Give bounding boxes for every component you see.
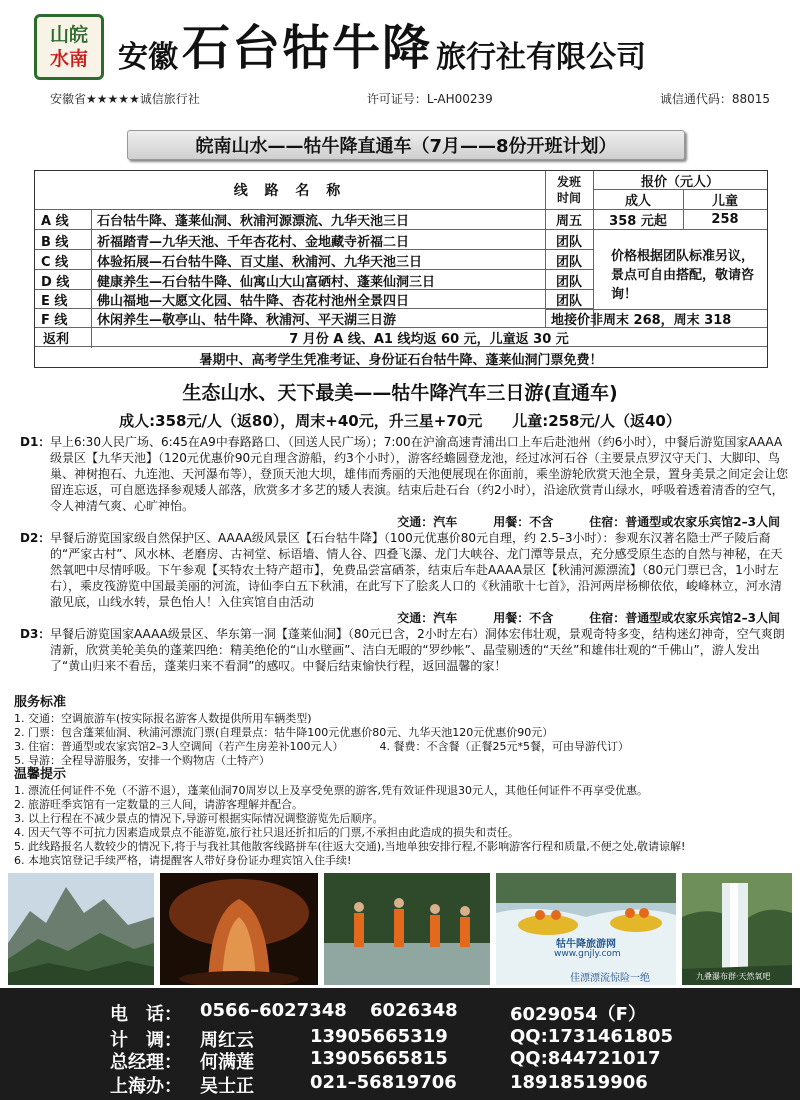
route-code: E 线 [41, 294, 68, 309]
service-standards [14, 696, 790, 768]
mountain-photo [8, 873, 154, 985]
company-name [118, 20, 778, 76]
credit-code: 诚信通代码：88015 [659, 92, 770, 106]
item-num: 3. [14, 740, 25, 753]
day-label: D3： [20, 627, 51, 641]
item-num: 4. [14, 826, 25, 839]
list-item [14, 784, 790, 798]
route-code: A 线 [41, 214, 69, 229]
route-name: 健康养生—石台牯牛降、仙寓山大山富硒村、蓬莱仙洞三日 [97, 274, 436, 290]
list-item [14, 812, 790, 826]
item-text: 以上行程在不减少景点的情况下,导游可根据实际情况调整游览先后顺序。 [28, 812, 384, 825]
list-item [14, 754, 790, 768]
route-time: 周五 [555, 214, 582, 229]
itinerary-day [20, 626, 788, 674]
photo-caption: 佳漂漂流惊险一绝 [570, 973, 650, 984]
route-time: 团队 [555, 294, 582, 309]
item-text: 导游：全程导游服务，安排一个购物店（土特产） [28, 754, 270, 767]
tour-price: 成人:358元/人（返80），周末+40元，升三星+70元 儿童:258元/人（返40） [119, 412, 681, 430]
shanghai-mobile: 18918519906 [510, 1072, 648, 1093]
phone-label: 电 话： [110, 1004, 182, 1025]
day-text: 早餐后游览国家级自然保护区、AAAA级风景区【石台牯牛降】（100元优惠价80元自理，约 2.5–3小时）：参观东汉著名隐士严子陵后裔的“严家古村”、风水林、老磨房、古祠堂、标语墙、情人谷、四叠飞瀑、龙门大峡谷、龙门潭等景点，充分感受原生态的自然与神秘，在天然氧吧中尽情呼吸。下午参观【买特农土特产超市】，免费品尝富硒茶，结束后车赴AAAA景区【秋浦河源漂流】（80元门票已含，1小时左右），乘皮筏游览中国最美丽的河流，诗仙李白五下秋浦，在此写下了脍炙人口的《秋浦歌十七首》，沿河两岸杨柳依依，峻峰林立，河水清澈见底，山线水转，景色怡人！入住宾馆自由活动 [50, 531, 783, 609]
item-text: 住宿：普通型或农家宾馆2–3人空调间（若产生房差补100元人） [28, 740, 344, 753]
tips-title: 温馨提示 [14, 767, 67, 782]
route-time: 团队 [555, 274, 582, 290]
route-banner: 皖南山水——牯牛降直通车（7月——8份开班计划） [127, 130, 685, 160]
route-name: 祈福踏青—九华天池、千年杏花村、金地藏寺祈福二日 [97, 234, 410, 250]
logo-bottom-text: 水南 [49, 48, 88, 70]
item-num: 2. [14, 798, 25, 811]
route-time: 地接价非周末 268，周末 318 [551, 313, 732, 328]
company-logo [34, 14, 104, 80]
day-stay: 住宿：普通型或农家乐宾馆2–3人间 [589, 611, 780, 625]
col-header-time [545, 171, 593, 209]
photo-caption: 九叠瀑布群·天然氧吧 [696, 972, 771, 981]
route-code: B 线 [41, 234, 69, 250]
list-item [14, 712, 790, 726]
table-row [35, 231, 593, 250]
item-num: 2. [14, 726, 25, 739]
item-text: 漂流任何证件不免（不游不退），蓬莱仙洞70周岁以上及享受免票的游客,凭有效证件现退30元人，其他任何证件不再享受优惠。 [28, 784, 648, 797]
day-transport: 交通：汽车 [397, 611, 458, 625]
contact-footer [0, 988, 800, 1100]
day-transport: 交通：汽车 [397, 515, 458, 529]
shanghai-name: 吴士正 [200, 1076, 254, 1097]
day-stay: 住宿：普通型或农家乐宾馆2–3人间 [589, 515, 780, 529]
tour-title: 生态山水、天下最美——牯牛降汽车三日游(直通车) [182, 382, 618, 404]
list-item [14, 798, 790, 812]
itinerary-day [20, 434, 788, 530]
gm-qq: QQ:844721017 [510, 1048, 661, 1069]
col-header-child: 儿童 [711, 194, 738, 209]
item-text: 交通：空调旅游车(按实际报名游客人数提供所用车辆类型) [28, 712, 312, 725]
table-row [35, 251, 593, 270]
item-text: 本地宾馆登记手续严格，请提醒客人带好身份证办理宾馆入住手续! [28, 854, 352, 867]
logo-top-text: 山皖 [49, 24, 88, 46]
rating-text: 安徽省★★★★★诚信旅行社 [50, 92, 200, 106]
rafting-group-photo [324, 873, 490, 985]
dispatch-name: 周红云 [200, 1030, 254, 1051]
day-text: 早餐后游览国家AAAA级景区、华东第一洞【蓬莱仙洞】（80元已含，2小时左右）洞体宏伟壮观，景观奇特多变，结构迷幻神奇，空气爽朗清新，欣赏美轮美奂的蓬莱四绝：精美绝伦的“山水壁画”、洁白无暇的“罗纱帐”、晶莹剔透的“天丝”和雄伟壮观的“千佛山”，游人发出了“黄山归来不看岳，蓬莱归来不看洞”的感叹。中餐后结束愉快行程，返回温馨的家！ [50, 627, 785, 673]
shanghai-phone: 021–56819706 [310, 1072, 457, 1093]
company-prefix: 安徽 [118, 40, 178, 75]
rafting-photo [496, 873, 676, 985]
route-name: 休闲养生—敬亭山、牯牛降、秋浦河、平天湖三日游 [97, 313, 397, 328]
company-suffix: 旅行社有限公司 [436, 40, 647, 75]
day-logistics [50, 514, 788, 530]
route-name: 佛山福地—大愿文化园、牯牛降、杏花村池州全景四日 [97, 294, 410, 309]
item-text: 餐费：不含餐（正餐25元*5餐，可由导游代订） [393, 740, 629, 753]
table-row [35, 310, 767, 327]
shanghai-label: 上海办： [110, 1076, 182, 1097]
item-text: 旅游旺季宾馆有一定数量的三人间，请游客理解并配合。 [28, 798, 303, 811]
item-num: 3. [14, 812, 25, 825]
item-num: 6. [14, 854, 25, 867]
item-num: 1. [14, 784, 25, 797]
price-note: 价格根据团队标准另议，景点可自由搭配，敬请咨询！ [611, 249, 755, 302]
fax-number: 6029054（F） [510, 1004, 646, 1025]
dispatch-qq: QQ:1731461805 [510, 1026, 674, 1047]
route-code: C 线 [41, 254, 69, 270]
list-item [14, 740, 790, 754]
table-row [35, 271, 593, 290]
route-time: 团队 [555, 234, 582, 250]
day-meal: 用餐：不含 [493, 515, 554, 529]
free-ticket-note: 暑期中、高考学生凭准考证、身份证石台牯牛降、蓬莱仙洞门票免费！ [199, 352, 603, 368]
day-label: D2： [20, 531, 51, 545]
cave-photo [160, 873, 318, 985]
route-name: 石台牯牛降、蓬莱仙洞、秋浦河源漂流、九华天池三日 [97, 214, 410, 229]
day-label: D1： [20, 435, 51, 449]
photo-strip [8, 873, 792, 985]
rebate-row [35, 327, 767, 347]
list-item [14, 854, 790, 868]
tips [14, 768, 790, 868]
itinerary-day [20, 530, 788, 626]
col-header-price: 报价（元人） [593, 171, 767, 190]
item-num: 1. [14, 712, 25, 725]
list-item [14, 826, 790, 840]
day-logistics [50, 610, 788, 626]
license-text: 许可证号：L-AH00239 [366, 92, 493, 106]
day-text: 早上6:30人民广场、6:45在A9中春路路口、（回送人民广场）；7:00在沪渝高速青浦出口上车后赴池州（约6小时），中餐后游览国家AAAA级景区【九华天池】（120元优惠价90元自理含游船，约3个小时），游客经蟾圆登龙池，经过冰河石谷（主要景点罗汉守天门、大脚印、鸟巢、神树抱石、九连池、天河瀑布等），登顶天池大坝，雄伟而秀丽的天池便展现在你面前，乘坐游轮欣赏天池全景，置身美景之间定会让您留连忘返，可自愿选择参观矮人部落，欣赏多才多艺的矮人表演。结束后赴石台（约2小时），沿途欣赏青山绿水，呼吸着透着清香的空气，令人神清气爽、心旷神怡。 [50, 435, 789, 513]
rebate-label: 返利 [43, 331, 70, 347]
phone-number: 0566–6027348 [200, 1000, 347, 1021]
itinerary [20, 434, 788, 674]
route-name: 体验拓展—石台牯牛降、百丈崖、秋浦河、九华天池三日 [97, 254, 423, 270]
route-child-price: 258 [711, 212, 739, 227]
gm-name: 何满莲 [200, 1052, 254, 1073]
dispatch-label: 计 调： [110, 1030, 182, 1051]
day-meal: 用餐：不含 [493, 611, 554, 625]
col-header-adult: 成人 [624, 194, 651, 209]
phone-number: 6026348 [370, 1000, 458, 1021]
route-time: 团队 [555, 254, 582, 270]
col-header-time-1: 发班 [556, 175, 581, 189]
header [0, 0, 800, 88]
item-text: 此线路报名人数较少的情况下,将于与我社其他散客线路拼车(往返大交通),当地单独安排行程,不影响游客行程和质量,不便之处,敬请谅解! [28, 840, 686, 853]
photo-watermark: 牯牛降旅游网 [556, 939, 616, 950]
company-info-line [50, 90, 770, 107]
rebate-text: 7 月份 A 线、A1 线均返 60 元，儿童返 30 元 [289, 331, 569, 347]
item-num: 5. [14, 840, 25, 853]
item-num: 5. [14, 754, 25, 767]
gm-phone: 13905665815 [310, 1048, 448, 1069]
route-code: D 线 [41, 274, 70, 290]
waterfall-photo [682, 873, 792, 985]
contact-row-phone [110, 1000, 800, 1026]
item-text: 因天气等不可抗力因素造成景点不能游览,旅行社只退还折扣后的门票,不承担由此造成的损失和责任。 [28, 826, 519, 839]
routes-table [34, 170, 768, 368]
gm-label: 总经理： [110, 1052, 182, 1073]
item-text: 门票：包含蓬莱仙洞、秋浦河漂流门票(自理景点：牯牛降100元优惠价80元、九华天池120元优惠价90元） [28, 726, 554, 739]
service-title: 服务标准 [14, 695, 67, 710]
route-adult-price: 358 元起 [609, 214, 667, 229]
list-item [14, 726, 790, 740]
list-item [14, 840, 790, 854]
col-header-name: 线 路 名 称 [233, 183, 347, 199]
dispatch-phone: 13905665319 [310, 1026, 448, 1047]
contact-row-gm [110, 1048, 800, 1074]
col-header-time-2: 时间 [556, 191, 581, 205]
table-row [35, 210, 767, 230]
route-code: F 线 [41, 313, 68, 328]
table-row [35, 291, 593, 309]
company-main: 石台牯牛降 [182, 20, 433, 76]
photo-watermark-url: www.gnjly.com [554, 949, 621, 959]
item-num: 4. [379, 740, 390, 753]
contact-row-shanghai [110, 1072, 800, 1098]
